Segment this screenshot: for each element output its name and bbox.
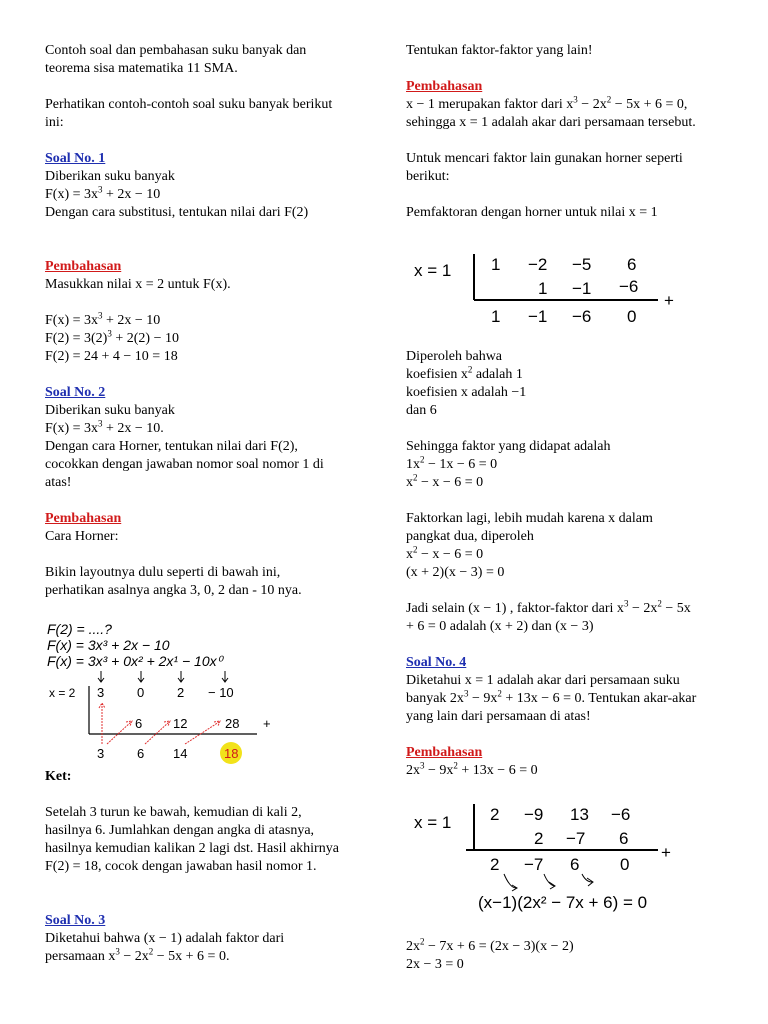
horner-2-xlabel: x = 1 — [414, 261, 452, 280]
down-arrows — [98, 671, 228, 682]
end-line-1: $2x^2 - 7x + 6 = (2x - 3)(x - 2)$ — [406, 936, 574, 954]
pembahasan-1-eq-1: $F(x) = 3x^3 + 2x - 10$ — [45, 310, 161, 328]
horner-3-row3-a: 2 — [490, 855, 500, 874]
horner-3-row2-a: 2 — [534, 829, 544, 848]
horner-intro-1: Untuk mencari faktor lain gunakan horner seperti — [406, 151, 683, 166]
horner-diagram-2 — [406, 246, 706, 336]
faktor2-line-1: Faktorkan lagi, lebih mudah karena x dalam — [406, 511, 653, 526]
horner-2-row3-b: −1 — [528, 307, 548, 326]
soal-2-question-1: Dengan cara Horner, tentukan nilai dari F(2), — [45, 439, 298, 454]
soal-4-line-1: Diketahui x = 1 adalah akar dari persamaan suku — [406, 673, 680, 688]
horner-2-row3-c: −6 — [572, 307, 592, 326]
horner-2-row3-a: 1 — [491, 307, 501, 326]
horner-intro-3: Pemfaktoran dengan horner untuk nilai x = 1 — [406, 205, 658, 220]
ket-line-3: hasilnya kemudian kalikan 2 lagi dst. Hasil akhirnya — [45, 841, 339, 856]
ket-line-2: hasilnya 6. Jumlahkan dengan angka di atasnya, — [45, 823, 315, 838]
soal-2-polynomial: $F(x) = 3x^3 + 2x - 10$. — [45, 418, 164, 436]
result-line-3: koefisien x adalah −1 — [406, 385, 527, 400]
soal-1-line: Diberikan suku banyak — [45, 169, 175, 184]
faktor-line-3: $x^2 - x - 6 = 0$ — [406, 472, 484, 490]
horner-1-f2: F(2) = ....? — [47, 621, 112, 637]
horner-diagram-1 — [45, 618, 345, 770]
horner-3-row3-d: 0 — [620, 855, 630, 874]
horner-3-row2-b: −7 — [566, 829, 586, 848]
horner-3-row1-a: 2 — [490, 805, 500, 824]
horner-3-row1-d: −6 — [611, 805, 631, 824]
intro-line-1: Contoh soal dan pembahasan suku banyak dan — [45, 43, 307, 58]
multiply-arrows — [99, 703, 220, 744]
pembahasan-1-eq-2: $F(2) = 3(2)^3 + 2(2) - 10$ — [45, 328, 179, 346]
pembahasan-2-text-1: Bikin layoutnya dulu seperti di bawah ini, — [45, 565, 281, 580]
soal-4-line-3: yang lain dari persamaan di atas! — [406, 709, 591, 724]
horner-3-row1-b: −9 — [524, 805, 544, 824]
pembahasan-1-line: Masukkan nilai x = 2 untuk F(x). — [45, 277, 231, 292]
end-line-2: 2x − 3 = 0 — [406, 957, 464, 972]
horner-2-row1-c: −5 — [572, 255, 592, 274]
horner-1-row1-c: 2 — [177, 685, 185, 700]
right-top-line: Tentukan faktor-faktor yang lain! — [406, 43, 593, 58]
horner-2-row2-b: −1 — [572, 279, 592, 298]
faktor2-line-4: (x + 2)(x − 3) = 0 — [406, 565, 505, 580]
intro-line-2: teorema sisa matematika 11 SMA. — [45, 61, 238, 76]
faktor2-line-3: $x^2 - x - 6 = 0$ — [406, 544, 484, 562]
soal-3-line-2: persamaan $x^3 - 2x^2 - 5x + 6 = 0$. — [45, 946, 230, 964]
horner-2-row1-b: −2 — [528, 255, 548, 274]
horner-1-row2-a: 6 — [135, 716, 143, 731]
horner-2-row2-c: −6 — [619, 277, 639, 296]
ket-line-4: F(2) = 18, cocok dengan jawaban hasil nomor 1. — [45, 859, 317, 874]
pembahasan-2-title: Pembahasan — [45, 511, 122, 526]
pembahasan-3-title: Pembahasan — [406, 79, 483, 94]
faktor2-line-2: pangkat dua, diperoleh — [406, 529, 534, 544]
pembahasan-4-line-1: $2x^3 - 9x^2 + 13x - 6 = 0$ — [406, 760, 538, 778]
horner-1-xlabel: x = 2 — [49, 686, 76, 700]
intro2-line-1: Perhatikan contoh-contoh soal suku banyak berikut — [45, 97, 333, 112]
horner-3-row3-c: 6 — [570, 855, 580, 874]
soal-3-line-1: Diketahui bahwa (x − 1) adalah faktor dari — [45, 931, 285, 946]
ket-line-1: Setelah 3 turun ke bawah, kemudian di kali 2, — [45, 805, 302, 820]
right-column-middle — [406, 348, 741, 780]
horner-2-row2-a: 1 — [538, 279, 548, 298]
horner-1-row1-a: 3 — [97, 685, 105, 700]
horner-2-plus: + — [664, 291, 674, 310]
soal-1-polynomial: $F(x) = 3x^3 + 2x - 10$ — [45, 184, 161, 202]
soal-4-line-2: banyak $2x^3 - 9x^2 + 13x - 6 = 0$. Tentukan akar-akar — [406, 688, 697, 706]
result-line-2: koefisien $x^2$ adalah 1 — [406, 364, 523, 382]
pembahasan-4-title: Pembahasan — [406, 745, 483, 760]
horner-1-fx2: F(x) = 3x³ + 0x² + 2x¹ − 10x⁰ — [47, 653, 223, 669]
horner-2-row1-a: 1 — [491, 255, 501, 274]
jadi-line-2: + 6 = 0 adalah (x + 2) dan (x − 3) — [406, 619, 594, 634]
soal-3-title: Soal No. 3 — [45, 913, 106, 928]
horner-1-fx1: F(x) = 3x³ + 2x − 10 — [47, 637, 170, 653]
horner-1-row1-b: 0 — [137, 685, 145, 700]
horner-1-row3-b: 6 — [137, 746, 145, 761]
jadi-line-1: Jadi selain (x − 1) , faktor-faktor dari $x^3 - 2x^2 - 5x$ — [406, 598, 691, 616]
right-column — [406, 42, 741, 222]
horner-3-row2-c: 6 — [619, 829, 629, 848]
factor-arrows — [504, 874, 593, 891]
result-line-1: Diperoleh bahwa — [406, 349, 503, 364]
soal-1-title: Soal No. 1 — [45, 151, 106, 166]
soal-2-question-2: cocokkan dengan jawaban nomor soal nomor 1 di — [45, 457, 324, 472]
faktor-line-1: Sehingga faktor yang didapat adalah — [406, 439, 611, 454]
soal-4-title: Soal No. 4 — [406, 655, 467, 670]
horner-3-factor: (x−1)(2x² − 7x + 6) = 0 — [478, 893, 648, 912]
horner-intro-2: berikut: — [406, 169, 450, 184]
pembahasan-1-eq-3: F(2) = 24 + 4 − 10 = 18 — [45, 349, 178, 364]
horner-1-row1-d: − 10 — [208, 685, 234, 700]
pembahasan-2-line: Cara Horner: — [45, 529, 119, 544]
pembahasan-2-text-2: perhatikan asalnya angka 3, 0, 2 dan - 10 nya. — [45, 583, 302, 598]
right-column-bottom — [406, 938, 741, 974]
horner-1-row2-c: 28 — [225, 716, 240, 731]
horner-diagram-3 — [406, 796, 706, 920]
pembahasan-1-title: Pembahasan — [45, 259, 122, 274]
faktor-line-2: $1x^2 - 1x - 6 = 0$ — [406, 454, 498, 472]
soal-1-question: Dengan cara substitusi, tentukan nilai dari F(2) — [45, 205, 309, 220]
horner-3-plus: + — [661, 843, 671, 862]
intro2-line-2: ini: — [45, 115, 64, 130]
pembahasan-3-line-2: sehingga x = 1 adalah akar dari persamaan tersebut. — [406, 115, 696, 130]
horner-3-row3-b: −7 — [524, 855, 544, 874]
result-line-4: dan 6 — [406, 403, 437, 418]
horner-3-xlabel: x = 1 — [414, 813, 452, 832]
left-column — [45, 42, 375, 600]
horner-1-row2-b: 12 — [173, 716, 188, 731]
horner-1-row3-c: 14 — [173, 746, 188, 761]
pembahasan-3-line-1: x − 1 merupakan faktor dari $x^3 - 2x^2 - 5x + 6 = 0$, — [406, 94, 688, 112]
ket-title: Ket: — [45, 769, 72, 784]
soal-2-title: Soal No. 2 — [45, 385, 106, 400]
soal-2-line: Diberikan suku banyak — [45, 403, 175, 418]
horner-3-row1-c: 13 — [570, 805, 589, 824]
left-column-bottom — [45, 768, 375, 966]
soal-2-question-3: atas! — [45, 475, 72, 490]
horner-2-row3-d: 0 — [627, 307, 637, 326]
horner-1-plus: + — [263, 716, 271, 731]
horner-1-row3-a: 3 — [97, 746, 105, 761]
horner-1-row3-d: 18 — [224, 746, 239, 761]
horner-2-row1-d: 6 — [627, 255, 637, 274]
